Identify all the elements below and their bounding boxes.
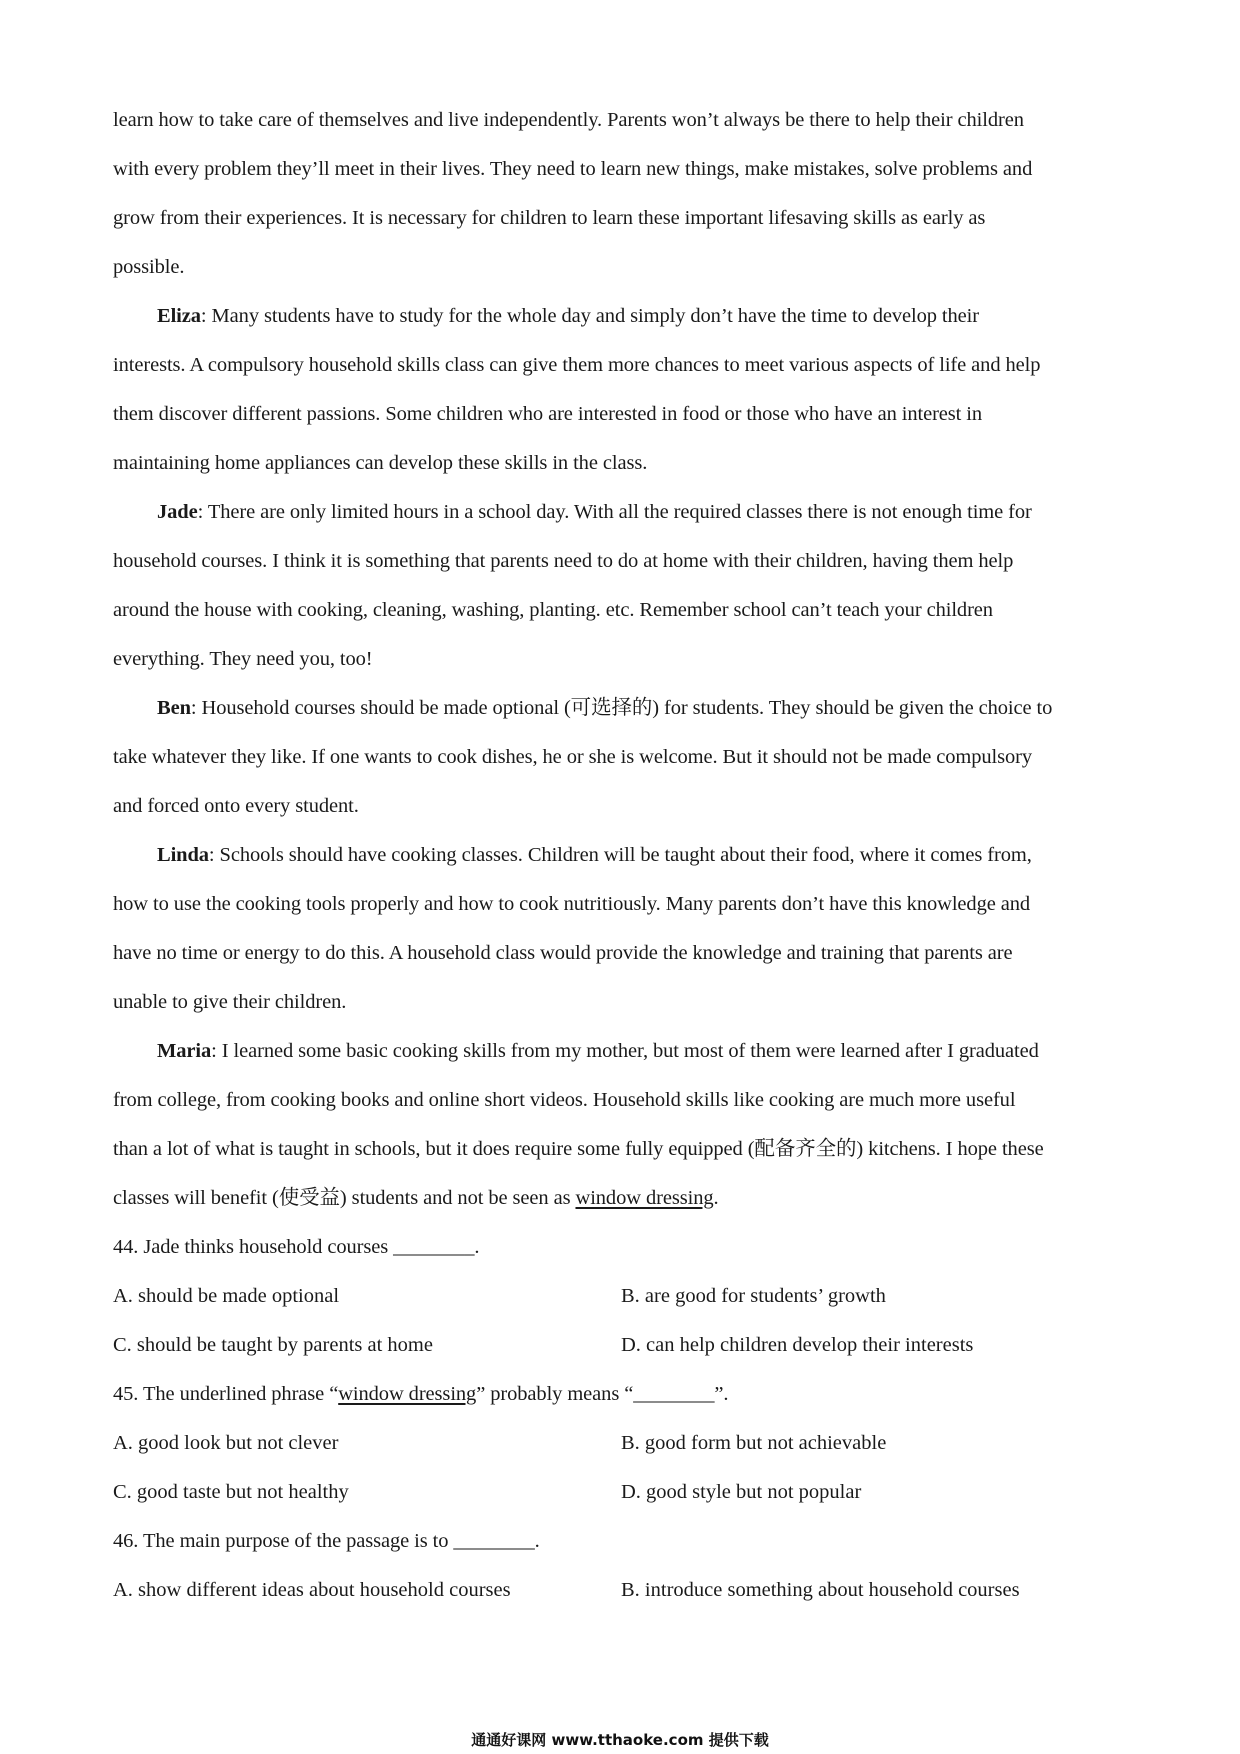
- paragraph-line: and forced onto every student.: [113, 795, 359, 817]
- paragraph-line: interests. A compulsory household skills class can give them more chances to meet various aspects of life and help: [113, 354, 1041, 376]
- paragraph-line: household courses. I think it is something that parents need to do at home with their children, having them help: [113, 550, 1014, 572]
- paragraph-line: from college, from cooking books and online short videos. Household skills like cooking are much more useful: [113, 1089, 1016, 1111]
- paragraph-line: unable to give their children.: [113, 991, 347, 1013]
- underlined-phrase: window dressing: [338, 1383, 477, 1405]
- speaker-name: Linda: [157, 844, 209, 866]
- paragraph-line: maintaining home appliances can develop these skills in the class.: [113, 452, 648, 474]
- option-b: B. introduce something about household courses: [621, 1579, 1020, 1601]
- paragraph-text: : Many students have to study for the whole day and simply don’t have the time to develop their: [200, 305, 980, 327]
- underlined-phrase: window dressing: [575, 1187, 714, 1209]
- paragraph-text: : Household courses should be made optional (可选择的) for students. They should be given the choice to: [190, 697, 1053, 719]
- option-b: B. good form but not achievable: [621, 1432, 887, 1454]
- option-c: C. should be taught by parents at home: [113, 1334, 433, 1356]
- question-44: [113, 1223, 1133, 1370]
- option-a: A. show different ideas about household courses: [113, 1579, 511, 1601]
- stem-text: ” probably means “________”.: [476, 1383, 729, 1405]
- passage-line: learn how to take care of themselves and live independently. Parents won’t always be there to help their children: [113, 109, 1024, 131]
- stem-text: 45. The underlined phrase “: [113, 1383, 339, 1405]
- paragraph-line: how to use the cooking tools properly and how to cook nutritiously. Many parents don’t have this knowledge and: [113, 893, 1031, 915]
- question-stem: [113, 1370, 1133, 1419]
- passage-line: with every problem they’ll meet in their lives. They need to learn new things, make mistakes, solve problems and: [113, 158, 1033, 180]
- question-stem: 46. The main purpose of the passage is to ________.: [113, 1530, 540, 1552]
- question-stem: 44. Jade thinks household courses ________.: [113, 1236, 480, 1258]
- jade-paragraph: [113, 488, 1133, 684]
- passage-line: possible.: [113, 256, 185, 278]
- paragraph-line: around the house with cooking, cleaning, washing, planting. etc. Remember school can’t teach your children: [113, 599, 993, 621]
- ben-paragraph: [113, 684, 1133, 831]
- speaker-name: Maria: [157, 1040, 212, 1062]
- paragraph-line: take whatever they like. If one wants to cook dishes, he or she is welcome. But it should not be made compulsory: [113, 746, 1033, 768]
- paragraph-text: : Schools should have cooking classes. Children will be taught about their food, where it comes from,: [208, 844, 1032, 866]
- option-c: C. good taste but not healthy: [113, 1481, 349, 1503]
- passage-line: grow from their experiences. It is necessary for children to learn these important lifesaving skills as early as: [113, 207, 986, 229]
- paragraph-text: : There are only limited hours in a school day. With all the required classes there is not enough time for: [197, 501, 1032, 523]
- page-footer: 通通好课网 www.tthaoke.com 提供下载: [471, 1731, 769, 1749]
- linda-paragraph: [113, 831, 1133, 1027]
- paragraph-line: everything. They need you, too!: [113, 648, 373, 670]
- document-body: [113, 96, 1133, 1615]
- paragraph-line: have no time or energy to do this. A household class would provide the knowledge and training that parents are: [113, 942, 1013, 964]
- paragraph-text: : I learned some basic cooking skills from my mother, but most of them were learned after I graduated: [211, 1040, 1039, 1062]
- speaker-name: Jade: [157, 501, 198, 523]
- option-a: A. good look but not clever: [113, 1432, 339, 1454]
- option-a: A. should be made optional: [113, 1285, 340, 1307]
- question-45: [113, 1370, 1133, 1517]
- maria-paragraph: [113, 1027, 1133, 1223]
- speaker-name: Eliza: [157, 305, 201, 327]
- option-d: D. good style but not popular: [621, 1481, 862, 1503]
- paragraph-line: them discover different passions. Some children who are interested in food or those who have an interest in: [113, 403, 983, 425]
- option-b: B. are good for students’ growth: [621, 1285, 886, 1307]
- speaker-name: Ben: [157, 697, 191, 719]
- eliza-paragraph: [113, 292, 1133, 488]
- paragraph-text: .: [713, 1187, 719, 1209]
- paragraph-text: classes will benefit (使受益) students and not be seen as: [113, 1187, 576, 1209]
- paragraph-line: than a lot of what is taught in schools, but it does require some fully equipped (配备齐全的) kitchens. I hope these: [113, 1138, 1044, 1160]
- option-d: D. can help children develop their interests: [621, 1334, 974, 1356]
- question-46: [113, 1517, 1133, 1615]
